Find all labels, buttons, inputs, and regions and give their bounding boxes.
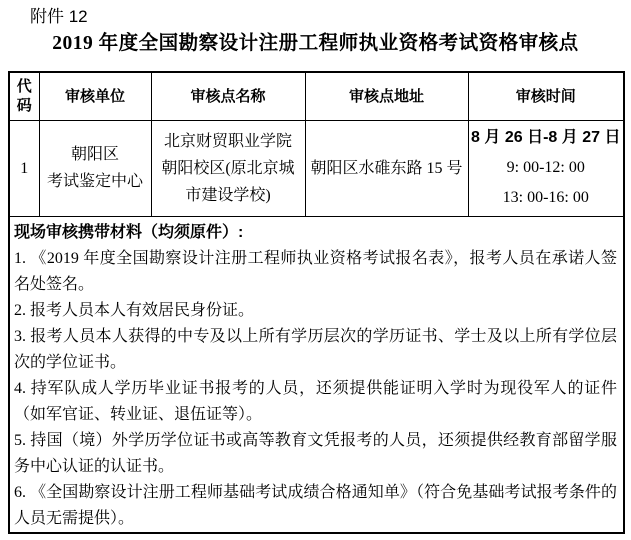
cell-review-unit xyxy=(39,120,151,216)
notes-heading: 现场审核携带材料（均须原件）: xyxy=(14,223,244,241)
review-points-table xyxy=(8,71,625,534)
unit-line: 朝阳区 xyxy=(70,146,119,163)
notes-cell xyxy=(9,216,624,533)
cell-site-name xyxy=(151,120,305,216)
unit-line: 考试鉴定中心 xyxy=(46,173,143,190)
site-line: 朝阳校区(原北京城 xyxy=(161,159,295,177)
header-cell-site-name: 审核点名称 xyxy=(151,72,305,120)
note-item-4: 4. 持军队成人学历毕业证书报考的人员，还须提供能证明入学时为现役军人的证件（如军官证、转业证、退伍证等）。 xyxy=(14,379,617,423)
note-item-2: 2. 报考人员本人有效居民身份证。 xyxy=(14,301,255,319)
notes-row xyxy=(9,216,624,533)
note-item-6: 6. 《全国勘察设计注册工程师基础考试成绩合格通知单》（符合免基础考试报考条件的人员无需提供）。 xyxy=(14,483,617,527)
time-afternoon: 13: 00-16: 00 xyxy=(502,189,589,206)
attachment-label: 附件 12 xyxy=(30,7,88,26)
time-morning: 9: 00-12: 00 xyxy=(506,159,585,176)
code-value: 1 xyxy=(20,159,29,177)
page-title: 2019 年度全国勘察设计注册工程师执业资格考试资格审核点 xyxy=(52,33,579,54)
cell-code xyxy=(9,120,39,216)
table-header-row xyxy=(9,72,624,120)
site-line: 北京财贸职业学院 xyxy=(163,132,292,150)
header-cell-unit: 审核单位 xyxy=(39,72,151,120)
site-line: 市建设学校) xyxy=(185,186,271,204)
cell-review-time xyxy=(468,120,624,216)
header-cell-code: 代码 xyxy=(9,72,39,120)
header-cell-address: 审核点地址 xyxy=(305,72,468,120)
table-row xyxy=(9,120,624,216)
time-date-range: 8 月 26 日-8 月 27 日 xyxy=(471,129,621,146)
cell-address xyxy=(305,120,468,216)
note-item-5: 5. 持国（境）外学历学位证书或高等教育文凭报考的人员，还须提供经教育部留学服务中心认证的认证书。 xyxy=(14,431,617,475)
header-cell-time: 审核时间 xyxy=(468,72,624,120)
document-page xyxy=(0,6,631,534)
note-item-1: 1. 《2019 年度全国勘察设计注册工程师执业资格考试报名表》，报考人员在承诺人签名处签名。 xyxy=(14,249,617,293)
address-value: 朝阳区水碓东路 15 号 xyxy=(310,159,463,177)
note-item-3: 3. 报考人员本人获得的中专及以上所有学历层次的学历证书、学士及以上所有学位层次的学位证书。 xyxy=(14,327,617,371)
